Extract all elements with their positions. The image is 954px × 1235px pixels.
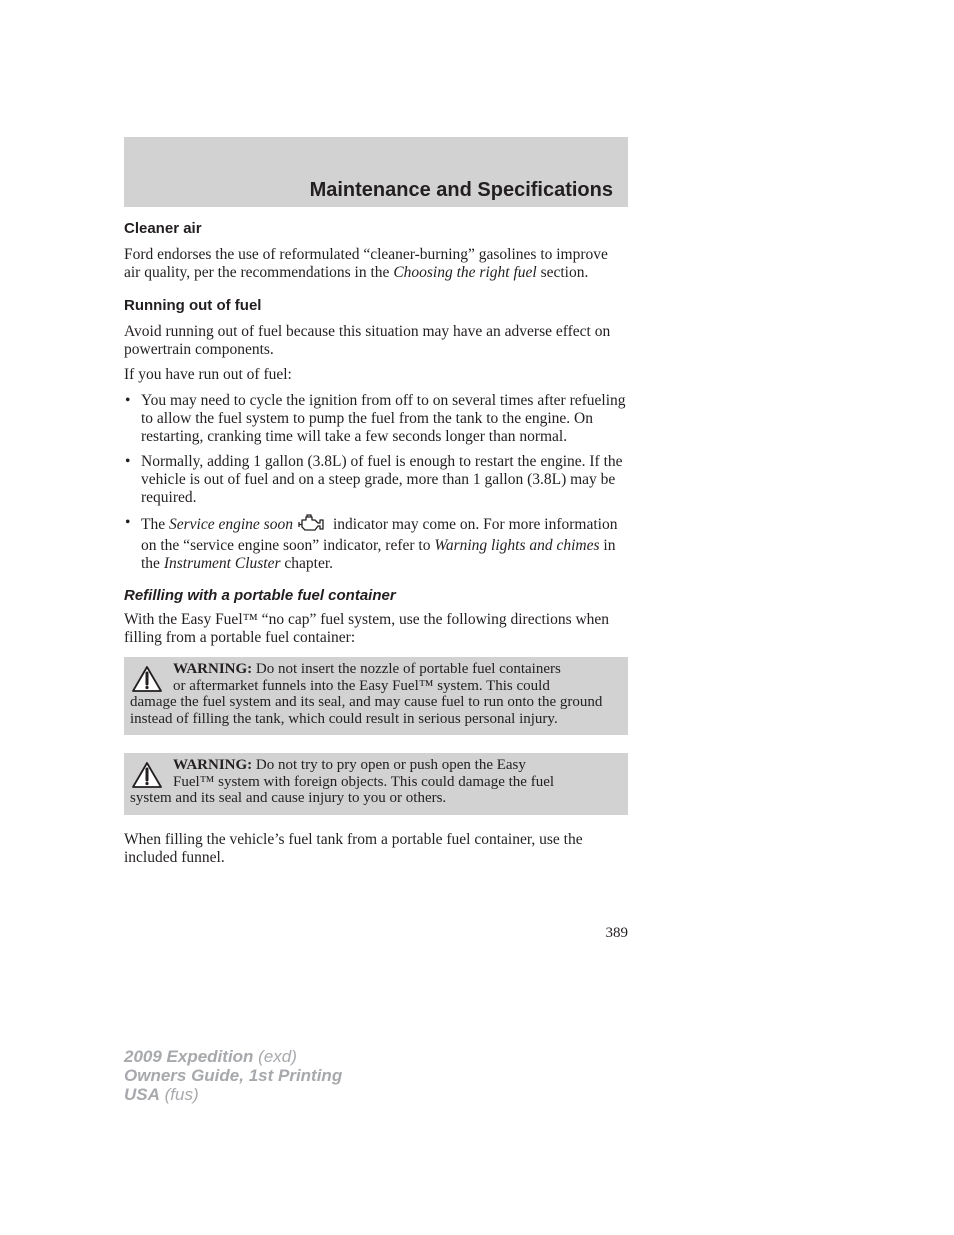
warning-box <box>124 657 628 735</box>
cross-reference: Instrument Cluster <box>163 555 281 572</box>
footer-code: (exd) <box>253 1047 297 1066</box>
list-item <box>124 514 628 573</box>
bullet-list <box>124 392 628 573</box>
heading-cleaner-air: Cleaner air <box>124 220 202 237</box>
service-engine-soon-icon <box>297 514 325 537</box>
paragraph-easy-fuel-directions: With the Easy Fuel™ “no cap” fuel system, use the following directions when filling from a portable fuel container: <box>124 611 610 646</box>
cross-reference: Choosing the right fuel <box>393 264 537 281</box>
paragraph-cleaner-air <box>124 246 628 282</box>
footer-market: USA <box>124 1085 160 1104</box>
warning-triangle-icon <box>131 665 163 698</box>
page-number: 389 <box>605 925 628 941</box>
page-content <box>124 220 628 867</box>
list-item: • You may need to cycle the ignition from off to on several times after refueling to allow the fuel system to pump the fuel from the tank to the engine. On restarting, cranking time will take a few seconds longer than normal. <box>124 392 628 446</box>
footer-code: (fus) <box>159 1085 199 1104</box>
heading-refilling-portable-container: Refilling with a portable fuel container <box>124 587 396 604</box>
text-span: chapter. <box>280 555 334 572</box>
warning-box <box>124 753 628 815</box>
text-span: Ford endorses the use of reformulated “cleaner-burning” gasolines to improve air quality, per the recommendations in the <box>124 246 608 281</box>
indicator-name: Service engine soon <box>168 516 293 533</box>
heading-running-out-of-fuel: Running out of fuel <box>124 297 262 314</box>
text-span: section. <box>536 264 589 281</box>
warning-second-line: or aftermarket funnels into the Easy Fuel™ system. This could <box>173 677 550 694</box>
text-span: Do not try to pry open or push open the Easy <box>252 757 526 773</box>
paragraph-use-funnel: When filling the vehicle’s fuel tank from a portable fuel container, use the included funnel. <box>124 830 583 866</box>
text-span: Do not insert the nozzle of portable fuel containers <box>252 661 561 677</box>
text-span: indicator may come on. For more information on the “service engine soon” indicator, refer to <box>141 516 618 554</box>
warning-first-line <box>173 757 616 774</box>
footer-line: Owners Guide, 1st Printing <box>124 1066 343 1085</box>
warning-triangle-icon <box>131 761 163 794</box>
cross-reference: Warning lights and chimes <box>434 537 600 554</box>
text-span: in the <box>141 537 616 572</box>
section-title: Maintenance and Specifications <box>309 179 613 201</box>
warning-body: damage the fuel system and its seal, and may cause fuel to run onto the ground instead of filling the tank, which could result in serious personal injury. <box>130 694 603 727</box>
footer-model: 2009 Expedition <box>124 1047 254 1066</box>
footer-edition-info <box>124 1047 342 1104</box>
section-header-band <box>124 137 628 207</box>
warning-body: system and its seal and cause injury to you or others. <box>130 790 447 806</box>
text-span: The <box>141 516 169 533</box>
warning-label: WARNING: <box>173 757 253 773</box>
paragraph-if-run-out: If you have run out of fuel: <box>124 366 292 383</box>
list-item: • Normally, adding 1 gallon (3.8L) of fuel is enough to restart the engine. If the vehicle is out of fuel and on a steep grade, more than 1 gallon (3.8L) may be required. <box>124 453 628 507</box>
footer-line <box>124 1085 342 1104</box>
warning-second-line: Fuel™ system with foreign objects. This could damage the fuel <box>173 773 555 790</box>
paragraph-avoid-running-out: Avoid running out of fuel because this situation may have an adverse effect on powertrain components. <box>124 323 611 358</box>
footer-line <box>124 1047 342 1066</box>
warning-first-line <box>173 661 616 678</box>
warning-label: WARNING: <box>173 661 253 677</box>
